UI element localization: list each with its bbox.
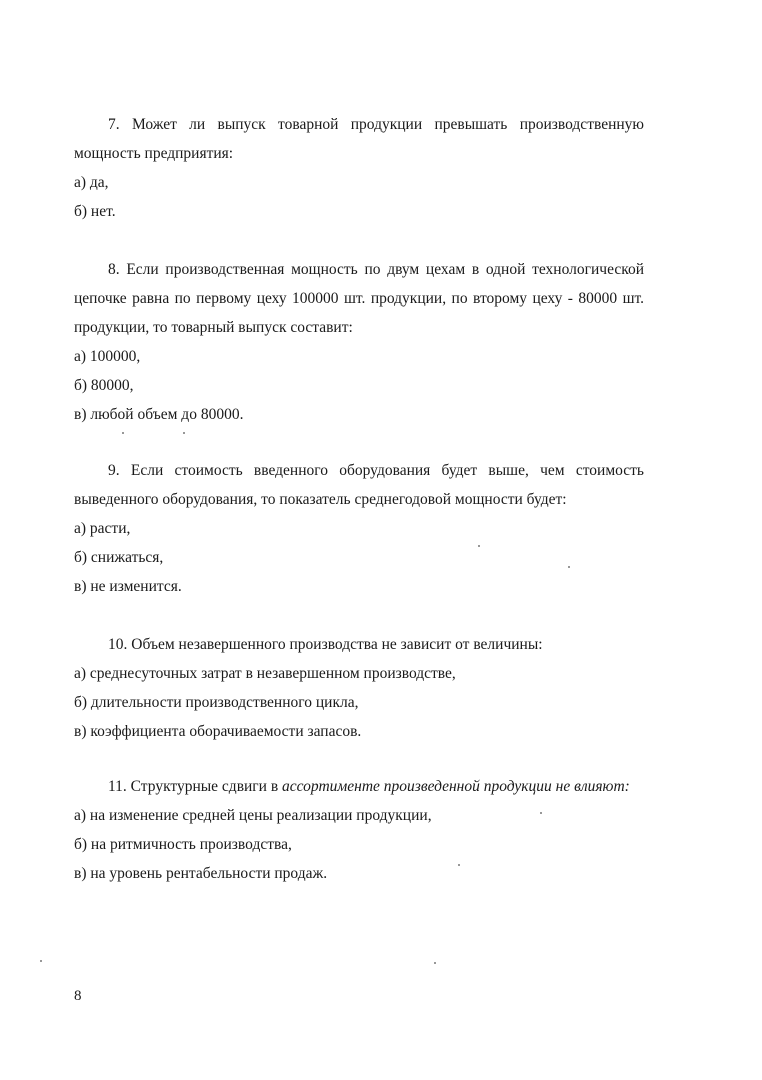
question-stem: 9. Если стоимость введенного оборудования будет выше, чем стоимость выведенного оборудования, то показатель среднегодовой мощности будет: — [74, 462, 644, 508]
question-stem: 7. Может ли выпуск товарной продукции превышать производственную мощность предприятия: — [74, 116, 644, 162]
question-11 — [74, 772, 644, 888]
answer-option: в) на уровень рентабельности продаж. — [74, 865, 328, 882]
question-stem-italic: ассортименте произведенной продукции не влияют: — [282, 778, 630, 795]
scan-speck — [122, 432, 124, 434]
answer-option: б) снижаться, — [74, 549, 164, 566]
page-number: 8 — [74, 988, 82, 1004]
answer-option: б) на ритмичность производства, — [74, 836, 292, 853]
answer-option: б) нет. — [74, 203, 116, 220]
answer-option: а) на изменение средней цены реализации продукции, — [74, 807, 432, 824]
question-7 — [74, 110, 644, 226]
question-stem: 8. Если производственная мощность по двум цехам в одной технологической цепочке равна по первому цеху 100000 шт. продукции, по второму цеху - 80000 шт. продукции, то товарный выпуск составит: — [74, 261, 644, 336]
answer-option: а) да, — [74, 174, 109, 191]
scan-speck — [40, 960, 42, 962]
answer-option: в) не изменится. — [74, 578, 182, 595]
question-10 — [74, 630, 644, 746]
scan-speck — [568, 566, 570, 568]
question-stem — [74, 772, 644, 801]
question-8 — [74, 255, 644, 429]
scan-speck — [434, 962, 436, 964]
answer-option: а) расти, — [74, 520, 131, 537]
scan-speck — [458, 864, 460, 866]
answer-option: б) 80000, — [74, 377, 134, 394]
question-stem-plain: 11. Структурные сдвиги в — [108, 778, 279, 795]
question-9 — [74, 456, 644, 601]
scan-speck — [540, 812, 542, 814]
answer-option: в) коэффициента оборачиваемости запасов. — [74, 723, 362, 740]
scan-speck — [183, 432, 185, 434]
scan-speck — [478, 545, 480, 547]
question-stem: 10. Объем незавершенного производства не зависит от величины: — [108, 636, 543, 653]
answer-option: в) любой объем до 80000. — [74, 406, 244, 423]
answer-option: а) среднесуточных затрат в незавершенном производстве, — [74, 665, 456, 682]
answer-option: а) 100000, — [74, 348, 141, 365]
answer-option: б) длительности производственного цикла, — [74, 694, 359, 711]
